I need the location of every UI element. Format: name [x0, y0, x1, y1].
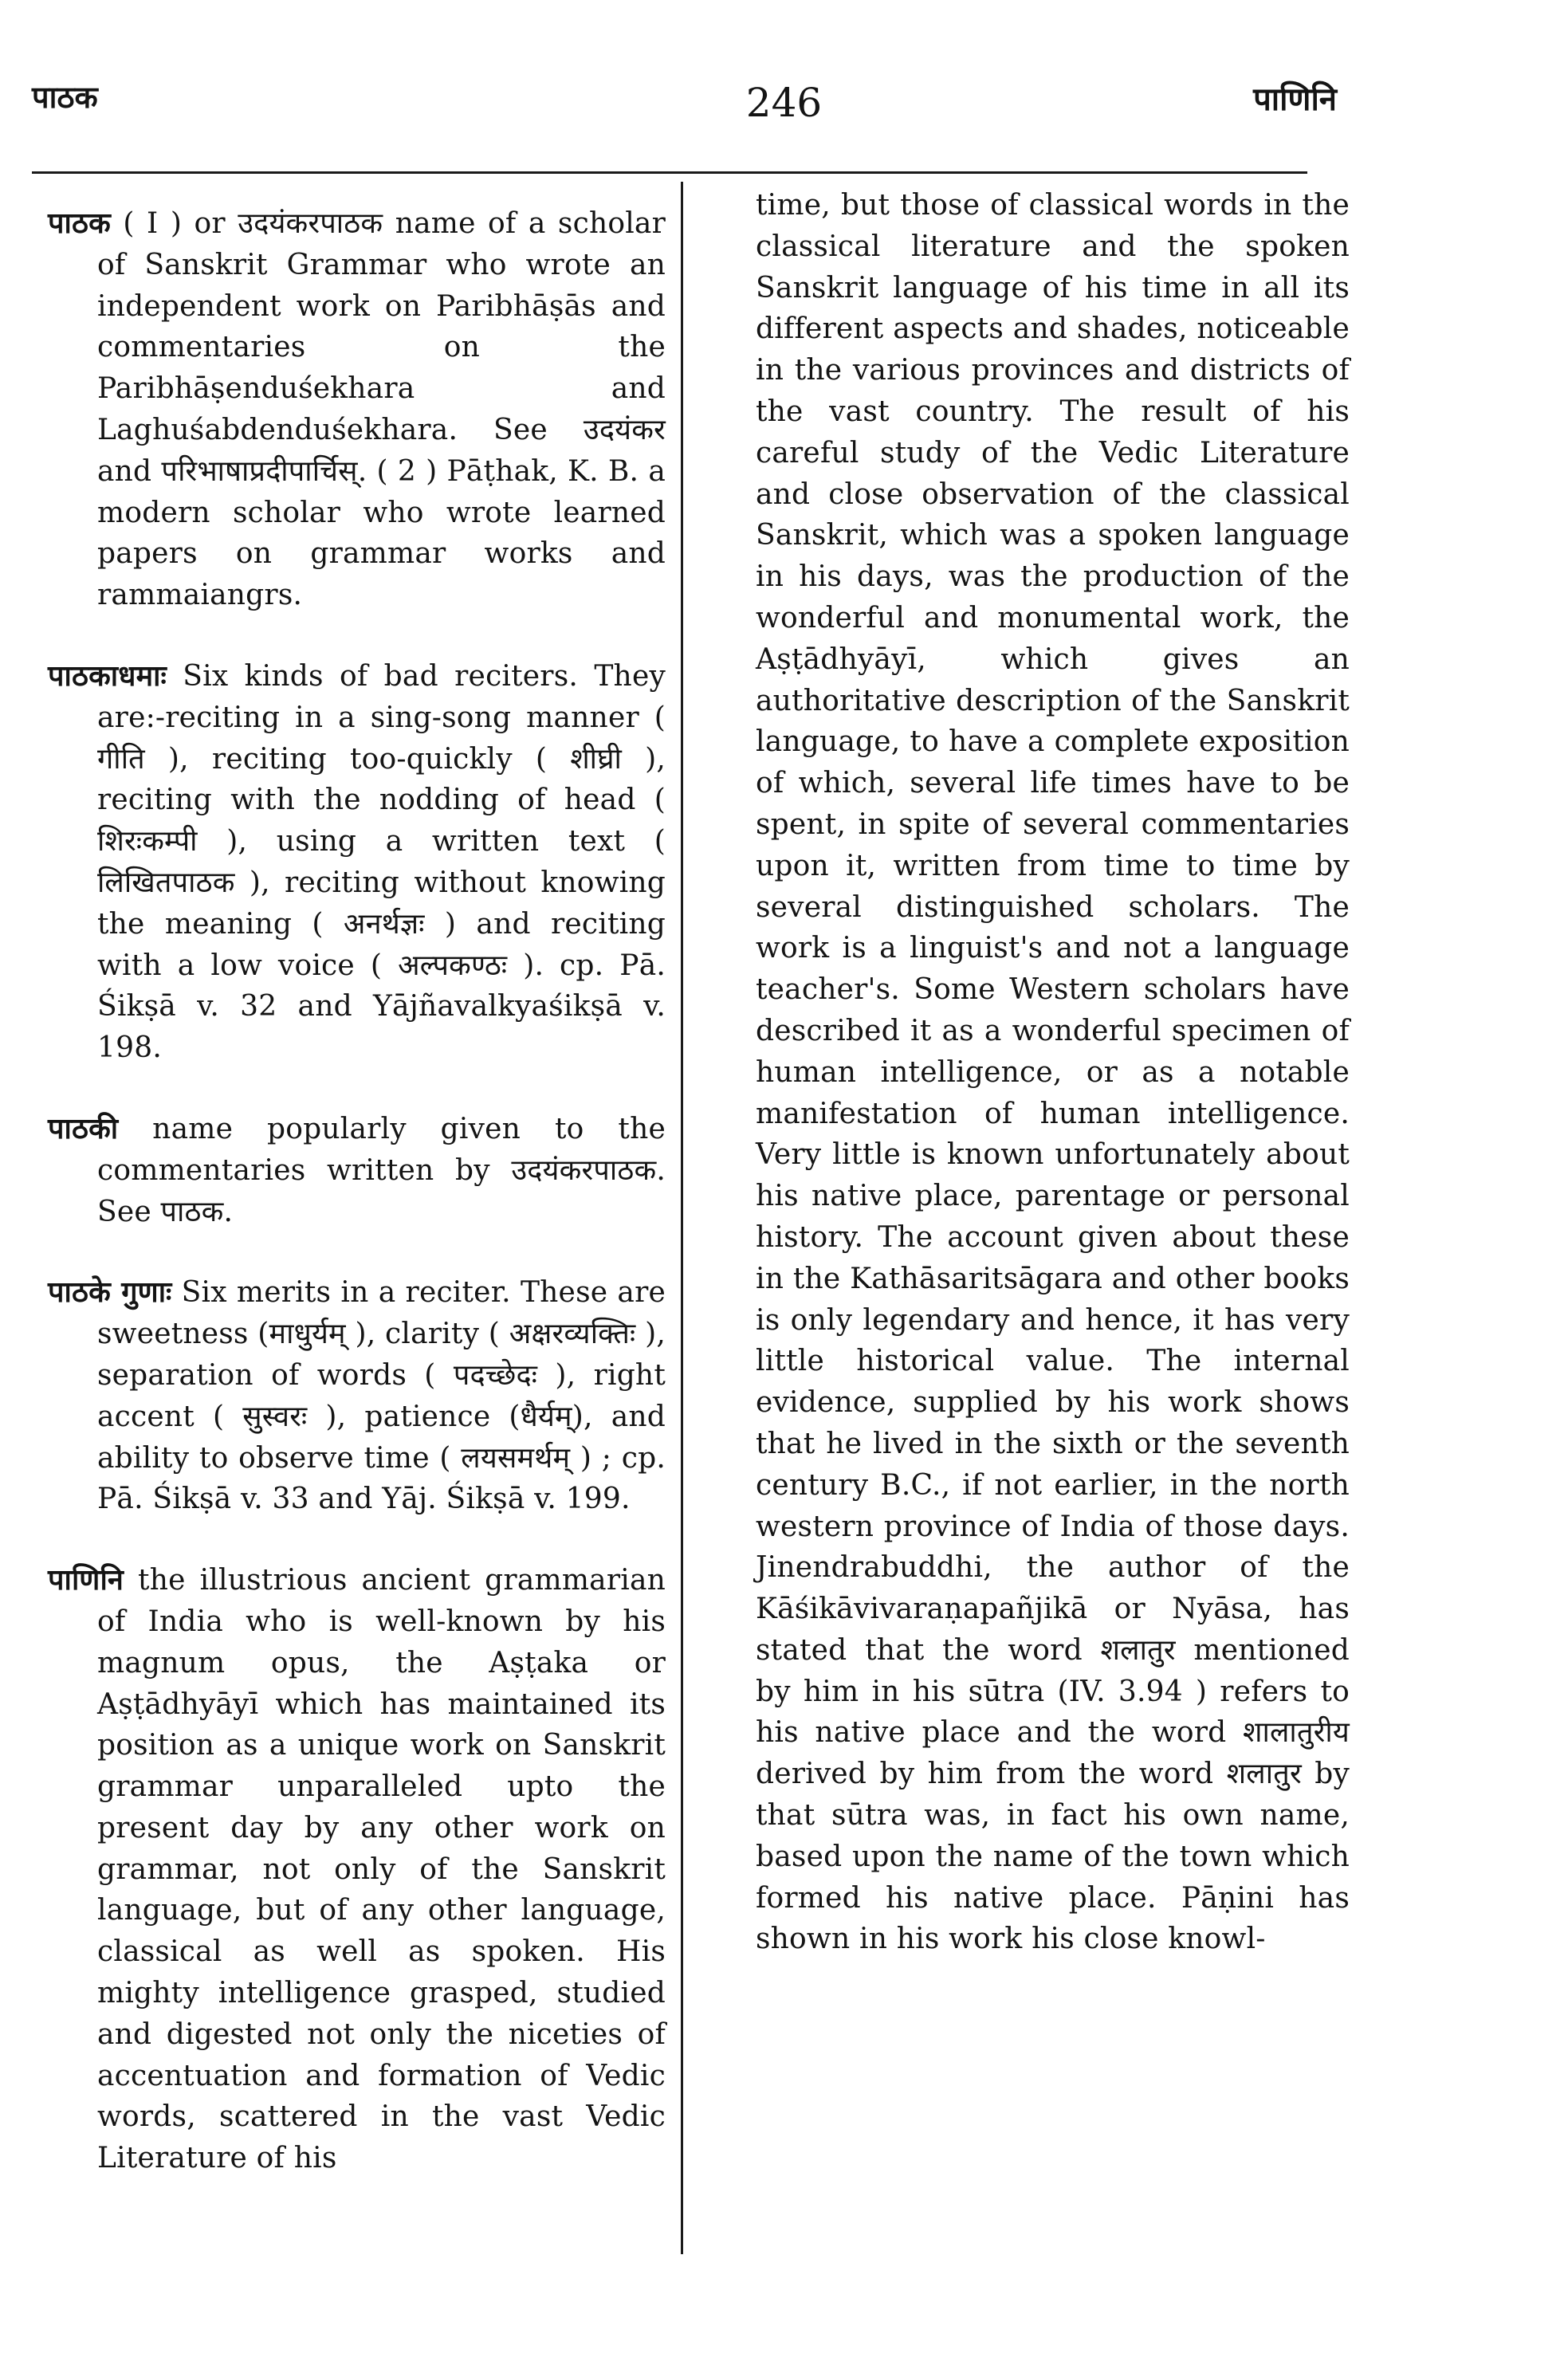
- header-rule: [32, 171, 1307, 174]
- running-head-right: पाणिनि: [1253, 81, 1337, 118]
- entry-text: name popularly given to the commentaries written by उदयंकरपाठक. See पाठक.: [97, 1112, 666, 1228]
- column-divider: [681, 182, 683, 2254]
- entry-panini: [48, 1560, 666, 2179]
- entry-text: ( I ) or उदयंकरपाठक name of a scholar of Sanskrit Grammar who wrote an independent work on Paribhāṣās and commentaries on the Paribhāṣenduśekhara and Laghuśabdenduśekhara. See उदयंकर and परिभाषाप्रदीपार्चिस्. ( 2 ) Pāṭhak, K. B. a modern scholar who wrote learned papers on grammar works and rammaiangrs.: [97, 207, 666, 612]
- running-head-left: पाठक: [32, 79, 98, 115]
- entry-text: Six merits in a reciter. These are sweetness (माधुर्यम् ), clarity ( अक्षरव्यक्तिः ), separation of words ( पदच्छेदः ), right accent ( सुस्वरः ), patience (धैर्यम्), and ability to observe time ( लयसमर्थम् ) ; cp. Pā. Śikṣā v. 33 and Yāj. Śikṣā v. 199.: [97, 1276, 666, 1516]
- entry-pathaki: [48, 1109, 666, 1232]
- entry-text: Six kinds of bad reciters. They are:-reciting in a sing-song manner ( गीति ), reciting too-quickly ( शीघ्री ), reciting with the nodding of head ( शिरःकम्पी ), using a written text ( लिखितपाठक ), reciting without knowing the meaning ( अनर्थज्ञः ) and reciting with a low voice ( अल्पकण्ठः ). cp. Pā. Śikṣā v. 32 and Yājñavalkyaśikṣā v. 198.: [97, 659, 666, 1065]
- headword: पाठके गुणाः: [48, 1275, 172, 1310]
- left-column: [48, 203, 666, 2219]
- entry-text: the illustrious ancient grammarian of India who is well-known by his magnum opus, the Aṣṭaka or Aṣṭādhyāyī which has maintained its position as a unique work on Sanskrit grammar unparalleled upto the present day by any other work on grammar, not only of the Sanskrit language, but of any other language, classical as well as spoken. His mighty intelligence grasped, studied and digested not only the niceties of accentuation and formation of Vedic words, scattered in the vast Vedic Literature of his: [97, 1564, 666, 2175]
- headword: पाणिनि: [48, 1563, 124, 1597]
- headword: पाठक: [48, 206, 111, 240]
- right-column: [756, 185, 1350, 1960]
- entry-pathaka: [48, 203, 666, 616]
- entry-pathakadhamah: [48, 656, 666, 1069]
- entry-pathake-gunah: [48, 1272, 666, 1520]
- headword: पाठकाधमाः: [48, 658, 167, 693]
- continuation-text: time, but those of classical words in the classical literature and the spoken Sanskrit language of his time in all its different aspects and shades, noticeable in the various provinces and districts of the vast country. The result of his careful study of the Vedic Literature and close observation of the classical Sanskrit, which was a spoken language in his days, was the production of the wonderful and monumental work, the Aṣṭādhyāyī, which gives an authoritative description of the Sanskrit language, to have a complete exposition of which, several life times have to be spent, in spite of several commentaries upon it, written from time to time by several distinguished scholars. The work is a linguist's and not a language teacher's. Some Western scholars have described it as a wonderful specimen of human intelligence, or as a notable manifestation of human intelligence. Very little is known unfortunately about his native place, parentage or personal history. The account given about these in the Kathāsaritsāgara and other books is only legendary and hence, it has very little historical value. The internal evidence, supplied by his work shows that he lived in the sixth or the seventh century B.C., if not earlier, in the north western province of India of those days. Jinendrabuddhi, the author of the Kāśikāvivaraṇapañjikā or Nyāsa, has stated that the word शलातुर mentioned by him in his sūtra (IV. 3.94 ) refers to his native place and the word शालातुरीय derived by him from the word शलातुर by that sūtra was, in fact his own name, based upon the name of the town which formed his native place. Pāṇini has shown in his work his close knowl-: [756, 189, 1350, 1956]
- page-number: 246: [745, 80, 823, 126]
- headword: पाठकी: [48, 1111, 119, 1145]
